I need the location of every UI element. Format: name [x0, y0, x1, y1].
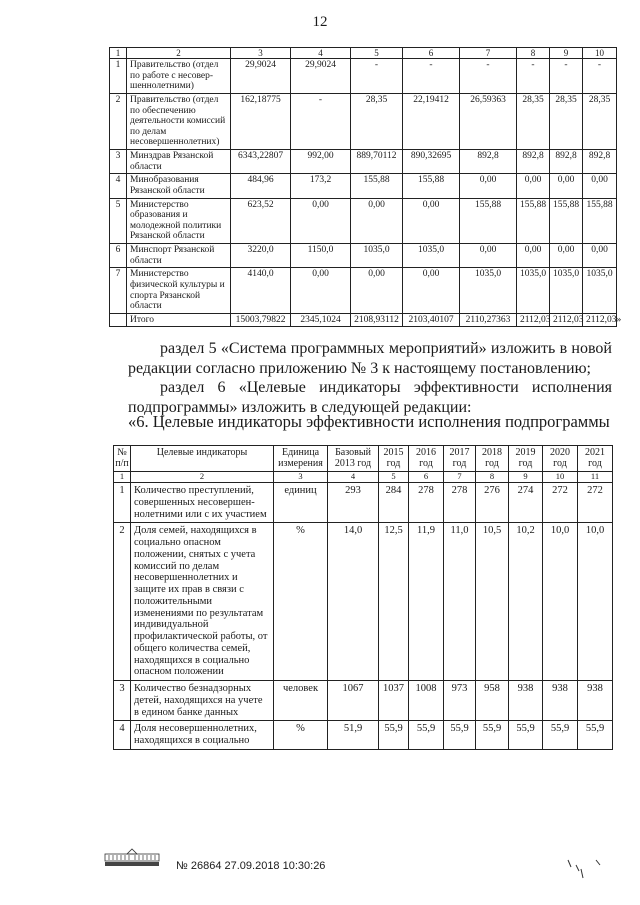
amount-cell: 22,19412 — [403, 93, 460, 149]
amount-cell: 155,88 — [351, 174, 403, 198]
amount-cell: 0,00 — [517, 244, 550, 268]
value-cell: 10,0 — [578, 523, 613, 681]
value-cell: 11,9 — [409, 523, 444, 681]
table-row — [110, 198, 617, 244]
amount-cell: 0,00 — [460, 244, 517, 268]
amount-cell: 889,70112 — [351, 150, 403, 174]
amount-cell: 0,00 — [403, 198, 460, 244]
amount-cell: 2110,27363 — [460, 313, 517, 327]
index-cell: 7 — [444, 472, 476, 483]
table-row — [114, 483, 613, 523]
handwritten-mark-icon — [566, 858, 606, 882]
header-cell: Базовый 2013 год — [328, 446, 379, 472]
table-header-row — [110, 48, 617, 59]
unit-cell: % — [274, 523, 328, 681]
value-cell: 55,9 — [543, 721, 578, 750]
agency-name: Правительство (отдел по работе с несовер-шеннолетними) — [127, 59, 231, 94]
row-number: 4 — [110, 174, 127, 198]
amount-cell: 892,8 — [583, 150, 617, 174]
header-cell: 2020 год — [543, 446, 578, 472]
unit-cell: человек — [274, 681, 328, 721]
index-cell: 5 — [379, 472, 409, 483]
amount-cell: 2108,93112 — [351, 313, 403, 327]
amount-cell: 155,88 — [550, 198, 583, 244]
amount-cell: 6343,22807 — [231, 150, 291, 174]
header-cell: 6 — [403, 48, 460, 59]
amount-cell: 0,00 — [403, 268, 460, 314]
header-cell: Целевые индикаторы — [131, 446, 274, 472]
amount-cell: 1035,0 — [460, 268, 517, 314]
header-cell: Единица измерения — [274, 446, 328, 472]
agency-name: Министерство образования и молодежной политики Рязанской области — [127, 198, 231, 244]
amount-cell: 29,9024 — [291, 59, 351, 94]
value-cell: 10,2 — [509, 523, 543, 681]
value-cell: 276 — [476, 483, 509, 523]
amount-cell: 892,8 — [550, 150, 583, 174]
agency-name: Минобразования Рязанской области — [127, 174, 231, 198]
value-cell: 1008 — [409, 681, 444, 721]
amount-cell: 892,8 — [460, 150, 517, 174]
header-cell: 3 — [231, 48, 291, 59]
amount-cell: 28,35 — [351, 93, 403, 149]
header-cell: 8 — [517, 48, 550, 59]
value-cell: 272 — [578, 483, 613, 523]
section-title: «6. Целевые индикаторы эффективности исполнения подпрограммы — [128, 412, 610, 431]
paragraph-section-5 — [128, 339, 612, 379]
amount-cell: 0,00 — [583, 174, 617, 198]
header-cell: 2 — [127, 48, 231, 59]
amount-cell: 3220,0 — [231, 244, 291, 268]
row-number: 4 — [114, 721, 131, 750]
amount-cell: 2112,03 — [517, 313, 550, 327]
header-cell: 10 — [583, 48, 617, 59]
amount-cell: 28,35 — [550, 93, 583, 149]
value-cell: 278 — [409, 483, 444, 523]
row-number — [110, 313, 127, 327]
indicator-name: Количество преступлений, совершенных несовершен-нолетними или с их участием — [131, 483, 274, 523]
row-number: 1 — [114, 483, 131, 523]
value-cell: 278 — [444, 483, 476, 523]
amount-cell: 29,9024 — [231, 59, 291, 94]
row-number: 2 — [114, 523, 131, 681]
amount-cell: 4140,0 — [231, 268, 291, 314]
index-cell: 8 — [476, 472, 509, 483]
amount-cell: - — [351, 59, 403, 94]
amount-cell: 892,8 — [517, 150, 550, 174]
value-cell: 14,0 — [328, 523, 379, 681]
amount-cell: - — [583, 59, 617, 94]
amount-cell: 0,00 — [550, 174, 583, 198]
table-row — [110, 150, 617, 174]
document-registration-number: № 26864 27.09.2018 10:30:26 — [176, 860, 326, 872]
amount-cell: - — [291, 93, 351, 149]
table-row — [114, 721, 613, 750]
header-cell: 2015 год — [379, 446, 409, 472]
index-cell: 11 — [578, 472, 613, 483]
amount-cell: 890,32695 — [403, 150, 460, 174]
paragraph-text: раздел 5 «Система программных мероприятий» изложить в новой редакции согласно приложению № 3 к настоящему постановлению; — [128, 340, 612, 377]
funding-table — [109, 47, 622, 327]
amount-cell: - — [460, 59, 517, 94]
unit-cell: % — [274, 721, 328, 750]
header-cell: 2019 год — [509, 446, 543, 472]
indicator-name: Количество безнадзорных детей, находящихся на учете в едином банке данных — [131, 681, 274, 721]
value-cell: 938 — [578, 681, 613, 721]
indicator-name: Доля семей, находящихся в социально опасном положении, снятых с учета комиссий по делам несовершеннолетних и защите их прав в связи с положительными изменениями по результатам индивидуальной профилактической работы, от общего количества семей, находящихся в социально опасном положении — [131, 523, 274, 681]
value-cell: 938 — [543, 681, 578, 721]
table-row — [110, 244, 617, 268]
table-row — [110, 174, 617, 198]
index-cell: 4 — [328, 472, 379, 483]
row-number: 1 — [110, 59, 127, 94]
header-cell: № п/п — [114, 446, 131, 472]
value-cell: 10,5 — [476, 523, 509, 681]
amount-cell: 1035,0 — [403, 244, 460, 268]
unit-cell: единиц — [274, 483, 328, 523]
table-row — [110, 313, 617, 327]
value-cell: 293 — [328, 483, 379, 523]
amount-cell: 2103,40107 — [403, 313, 460, 327]
header-cell: 2018 год — [476, 446, 509, 472]
header-cell: 7 — [460, 48, 517, 59]
row-number: 5 — [110, 198, 127, 244]
index-cell: 2 — [131, 472, 274, 483]
amount-cell: 0,00 — [460, 174, 517, 198]
row-number: 7 — [110, 268, 127, 314]
amount-cell: 28,35 — [583, 93, 617, 149]
amount-cell: 173,2 — [291, 174, 351, 198]
amount-cell: 1035,0 — [351, 244, 403, 268]
amount-cell: - — [403, 59, 460, 94]
header-cell: 4 — [291, 48, 351, 59]
amount-cell: 2345,1024 — [291, 313, 351, 327]
amount-cell: 28,35 — [517, 93, 550, 149]
amount-cell: - — [517, 59, 550, 94]
value-cell: 55,9 — [379, 721, 409, 750]
amount-cell: 1035,0 — [550, 268, 583, 314]
agency-name: Минздрав Рязанской области — [127, 150, 231, 174]
amount-cell: 162,18775 — [231, 93, 291, 149]
amount-cell: 0,00 — [291, 198, 351, 244]
value-cell: 10,0 — [543, 523, 578, 681]
header-cell: 9 — [550, 48, 583, 59]
header-cell: 2021 год — [578, 446, 613, 472]
amount-cell: 2112,03 — [550, 313, 583, 327]
amount-cell: 0,00 — [351, 198, 403, 244]
amount-cell: 155,88 — [517, 198, 550, 244]
table-row — [110, 268, 617, 314]
value-cell: 272 — [543, 483, 578, 523]
index-cell: 10 — [543, 472, 578, 483]
table-header-row — [114, 446, 613, 472]
value-cell: 55,9 — [476, 721, 509, 750]
header-cell: 2016 год — [409, 446, 444, 472]
header-cell: 5 — [351, 48, 403, 59]
amount-cell: 1150,0 — [291, 244, 351, 268]
amount-cell: 0,00 — [291, 268, 351, 314]
page-number: 12 — [312, 14, 328, 30]
table-row — [114, 681, 613, 721]
amount-cell: 0,00 — [351, 268, 403, 314]
amount-cell: 26,59363 — [460, 93, 517, 149]
table-row — [110, 59, 617, 94]
agency-name: Итого — [127, 313, 231, 327]
value-cell: 958 — [476, 681, 509, 721]
value-cell: 274 — [509, 483, 543, 523]
value-cell: 55,9 — [509, 721, 543, 750]
value-cell: 284 — [379, 483, 409, 523]
value-cell: 55,9 — [444, 721, 476, 750]
index-cell: 6 — [409, 472, 444, 483]
value-cell: 51,9 — [328, 721, 379, 750]
value-cell: 1067 — [328, 681, 379, 721]
amount-cell: 155,88 — [403, 174, 460, 198]
amount-cell: 2112,03» — [583, 313, 617, 327]
value-cell: 973 — [444, 681, 476, 721]
amount-cell: 1035,0 — [583, 268, 617, 314]
table-index-row — [114, 472, 613, 483]
value-cell: 1037 — [379, 681, 409, 721]
value-cell: 55,9 — [409, 721, 444, 750]
agency-name: Минспорт Рязанской области — [127, 244, 231, 268]
amount-cell: 15003,79822 — [231, 313, 291, 327]
amount-cell: 155,88 — [460, 198, 517, 244]
agency-name: Министерство физической культуры и спорта Рязанской области — [127, 268, 231, 314]
amount-cell: - — [550, 59, 583, 94]
value-cell: 938 — [509, 681, 543, 721]
amount-cell: 0,00 — [517, 174, 550, 198]
value-cell: 12,5 — [379, 523, 409, 681]
indicators-table — [113, 445, 613, 750]
header-cell: 1 — [110, 48, 127, 59]
amount-cell: 1035,0 — [517, 268, 550, 314]
header-cell: 2017 год — [444, 446, 476, 472]
table-row — [114, 523, 613, 681]
amount-cell: 0,00 — [583, 244, 617, 268]
row-number: 3 — [114, 681, 131, 721]
value-cell: 55,9 — [578, 721, 613, 750]
table-row — [110, 93, 617, 149]
row-number: 3 — [110, 150, 127, 174]
row-number: 2 — [110, 93, 127, 149]
index-cell: 1 — [114, 472, 131, 483]
index-cell: 3 — [274, 472, 328, 483]
amount-cell: 623,52 — [231, 198, 291, 244]
index-cell: 9 — [509, 472, 543, 483]
amount-cell: 0,00 — [550, 244, 583, 268]
agency-name: Правительство (отдел по обеспечению деятельности комиссий по делам несовершеннолетних) — [127, 93, 231, 149]
amount-cell: 992,00 — [291, 150, 351, 174]
paragraph-text: раздел 6 «Целевые индикаторы эффективности исполнения подпрограммы» изложить в следующей редакции: — [128, 379, 612, 416]
building-emblem-icon — [103, 848, 161, 868]
indicator-name: Доля несовершеннолетних, находящихся в социально — [131, 721, 274, 750]
amount-cell: 155,88 — [583, 198, 617, 244]
row-number: 6 — [110, 244, 127, 268]
value-cell: 11,0 — [444, 523, 476, 681]
amount-cell: 484,96 — [231, 174, 291, 198]
